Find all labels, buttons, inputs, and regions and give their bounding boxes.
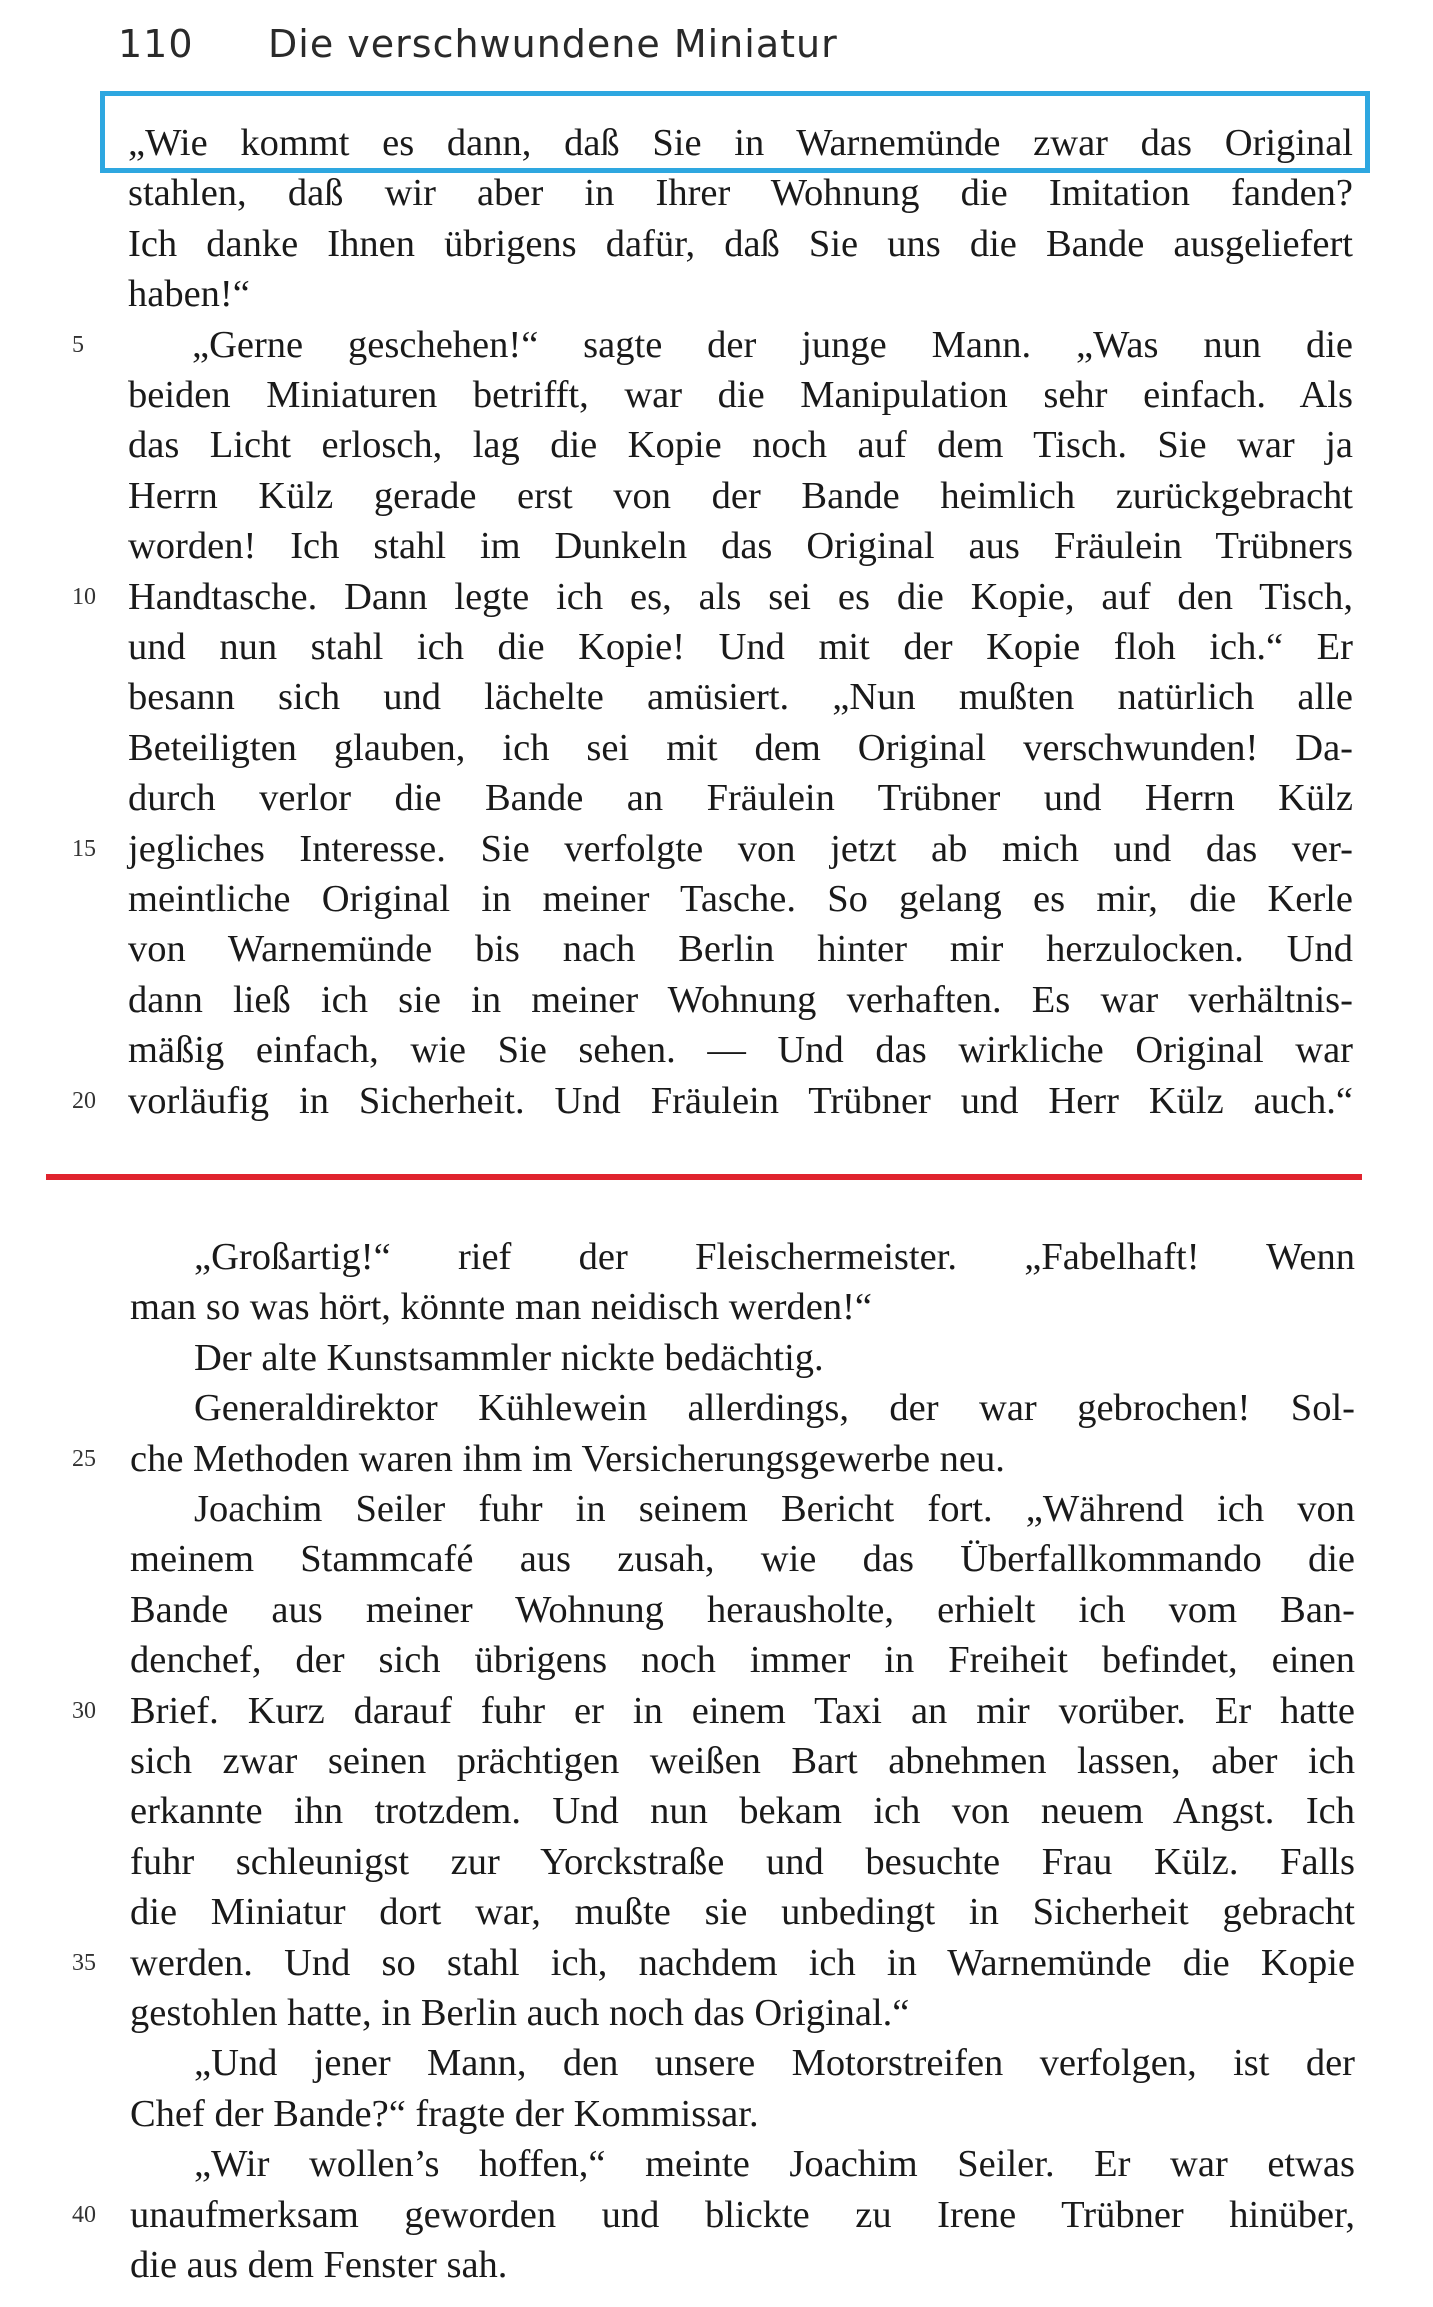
text-line: sich zwar seinen prächtigen weißen Bart abnehmen lassen, aber ich — [130, 1740, 1355, 1782]
page-header — [118, 22, 838, 66]
text-line: che Methoden waren ihm im Versicherungsgewerbe neu. — [130, 1437, 1005, 1480]
text-line: „Gerne geschehen!“ sagte der junge Mann. „Was nun die — [192, 323, 1353, 366]
running-title: Die verschwundene Miniatur — [268, 22, 838, 66]
text-line: das Licht erlosch, lag die Kopie noch auf dem Tisch. Sie war ja — [128, 424, 1353, 467]
text-line: gestohlen hatte, in Berlin auch noch das Original.“ — [130, 1992, 910, 2034]
text-line: vorläufig in Sicherheit. Und Fräulein Trübner und Herr Külz auch.“ — [128, 1079, 1353, 1122]
text-line: jegliches Interesse. Sie verfolgte von jetzt ab mich und das ver- — [128, 827, 1353, 870]
line-number: 30 — [72, 1697, 96, 1724]
text-line: Generaldirektor Kühlewein allerdings, der war gebrochen! Sol- — [194, 1387, 1355, 1430]
text-line: durch verlor die Bande an Fräulein Trübner und Herrn Külz — [128, 777, 1353, 820]
text-line: Der alte Kunstsammler nickte bedächtig. — [194, 1336, 824, 1379]
line-number: 25 — [72, 1445, 96, 1472]
text-line: man so was hört, könnte man neidisch werden!“ — [130, 1286, 872, 1329]
line-number: 35 — [72, 1949, 96, 1976]
text-line: denchef, der sich übrigens noch immer in Freiheit befindet, einen — [130, 1639, 1355, 1682]
text-line: besann sich und lächelte amüsiert. „Nun mußten natürlich alle — [128, 676, 1353, 719]
text-line: die aus dem Fenster sah. — [130, 2244, 508, 2286]
text-line: dann ließ ich sie in meiner Wohnung verhaften. Es war verhältnis- — [128, 978, 1353, 1021]
line-number: 15 — [72, 835, 96, 862]
text-line: „Wie kommt es dann, daß Sie in Warnemünde zwar das Original — [128, 122, 1353, 164]
text-line: „Und jener Mann, den unsere Motorstreifen verfolgen, ist der — [194, 2042, 1355, 2085]
line-number: 10 — [72, 583, 96, 610]
line-number: 40 — [72, 2201, 96, 2228]
text-line: Brief. Kurz darauf fuhr er in einem Taxi an mir vorüber. Er hatte — [130, 1689, 1355, 1732]
text-line: haben!“ — [128, 273, 250, 316]
text-line: Handtasche. Dann legte ich es, als sei es die Kopie, auf den Tisch, — [128, 575, 1353, 618]
text-line: Beteiligten glauben, ich sei mit dem Original verschwunden! Da- — [128, 726, 1353, 769]
red-divider-line — [46, 1174, 1362, 1180]
text-line: meinem Stammcafé aus zusah, wie das Überfallkommando die — [130, 1538, 1355, 1581]
text-line: mäßig einfach, wie Sie sehen. — Und das wirkliche Original war — [128, 1029, 1353, 1072]
text-line: Joachim Seiler fuhr in seinem Bericht fort. „Während ich von — [194, 1488, 1355, 1530]
text-line: stahlen, daß wir aber in Ihrer Wohnung die Imitation fanden? — [128, 172, 1353, 215]
line-number: 20 — [72, 1087, 96, 1114]
text-line: erkannte ihn trotzdem. Und nun bekam ich von neuem Angst. Ich — [130, 1790, 1355, 1833]
text-line: unaufmerksam geworden und blickte zu Irene Trübner hinüber, — [130, 2193, 1355, 2236]
text-line: worden! Ich stahl im Dunkeln das Original aus Fräulein Trübners — [128, 525, 1353, 568]
text-line: beiden Miniaturen betrifft, war die Manipulation sehr einfach. Als — [128, 374, 1353, 416]
text-line: werden. Und so stahl ich, nachdem ich in Warnemünde die Kopie — [130, 1941, 1355, 1984]
text-line: „Wir wollen’s hoffen,“ meinte Joachim Seiler. Er war etwas — [194, 2143, 1355, 2186]
text-line: von Warnemünde bis nach Berlin hinter mir herzulocken. Und — [128, 928, 1353, 971]
page-number: 110 — [118, 22, 194, 66]
line-number: 5 — [72, 331, 84, 358]
text-line: fuhr schleunigst zur Yorckstraße und besuchte Frau Külz. Falls — [130, 1840, 1355, 1883]
text-line: „Großartig!“ rief der Fleischermeister. „Fabelhaft! Wenn — [194, 1236, 1355, 1278]
text-line: Ich danke Ihnen übrigens dafür, daß Sie uns die Bande ausgeliefert — [128, 222, 1353, 265]
text-line: Chef der Bande?“ fragte der Kommissar. — [130, 2092, 759, 2135]
text-line: die Miniatur dort war, mußte sie unbedingt in Sicherheit gebracht — [130, 1891, 1355, 1934]
text-line: und nun stahl ich die Kopie! Und mit der Kopie floh ich.“ Er — [128, 626, 1353, 668]
text-line: Herrn Külz gerade erst von der Bande heimlich zurückgebracht — [128, 474, 1353, 517]
text-line: meintliche Original in meiner Tasche. So gelang es mir, die Kerle — [128, 878, 1353, 920]
text-line: Bande aus meiner Wohnung herausholte, erhielt ich vom Ban- — [130, 1588, 1355, 1631]
